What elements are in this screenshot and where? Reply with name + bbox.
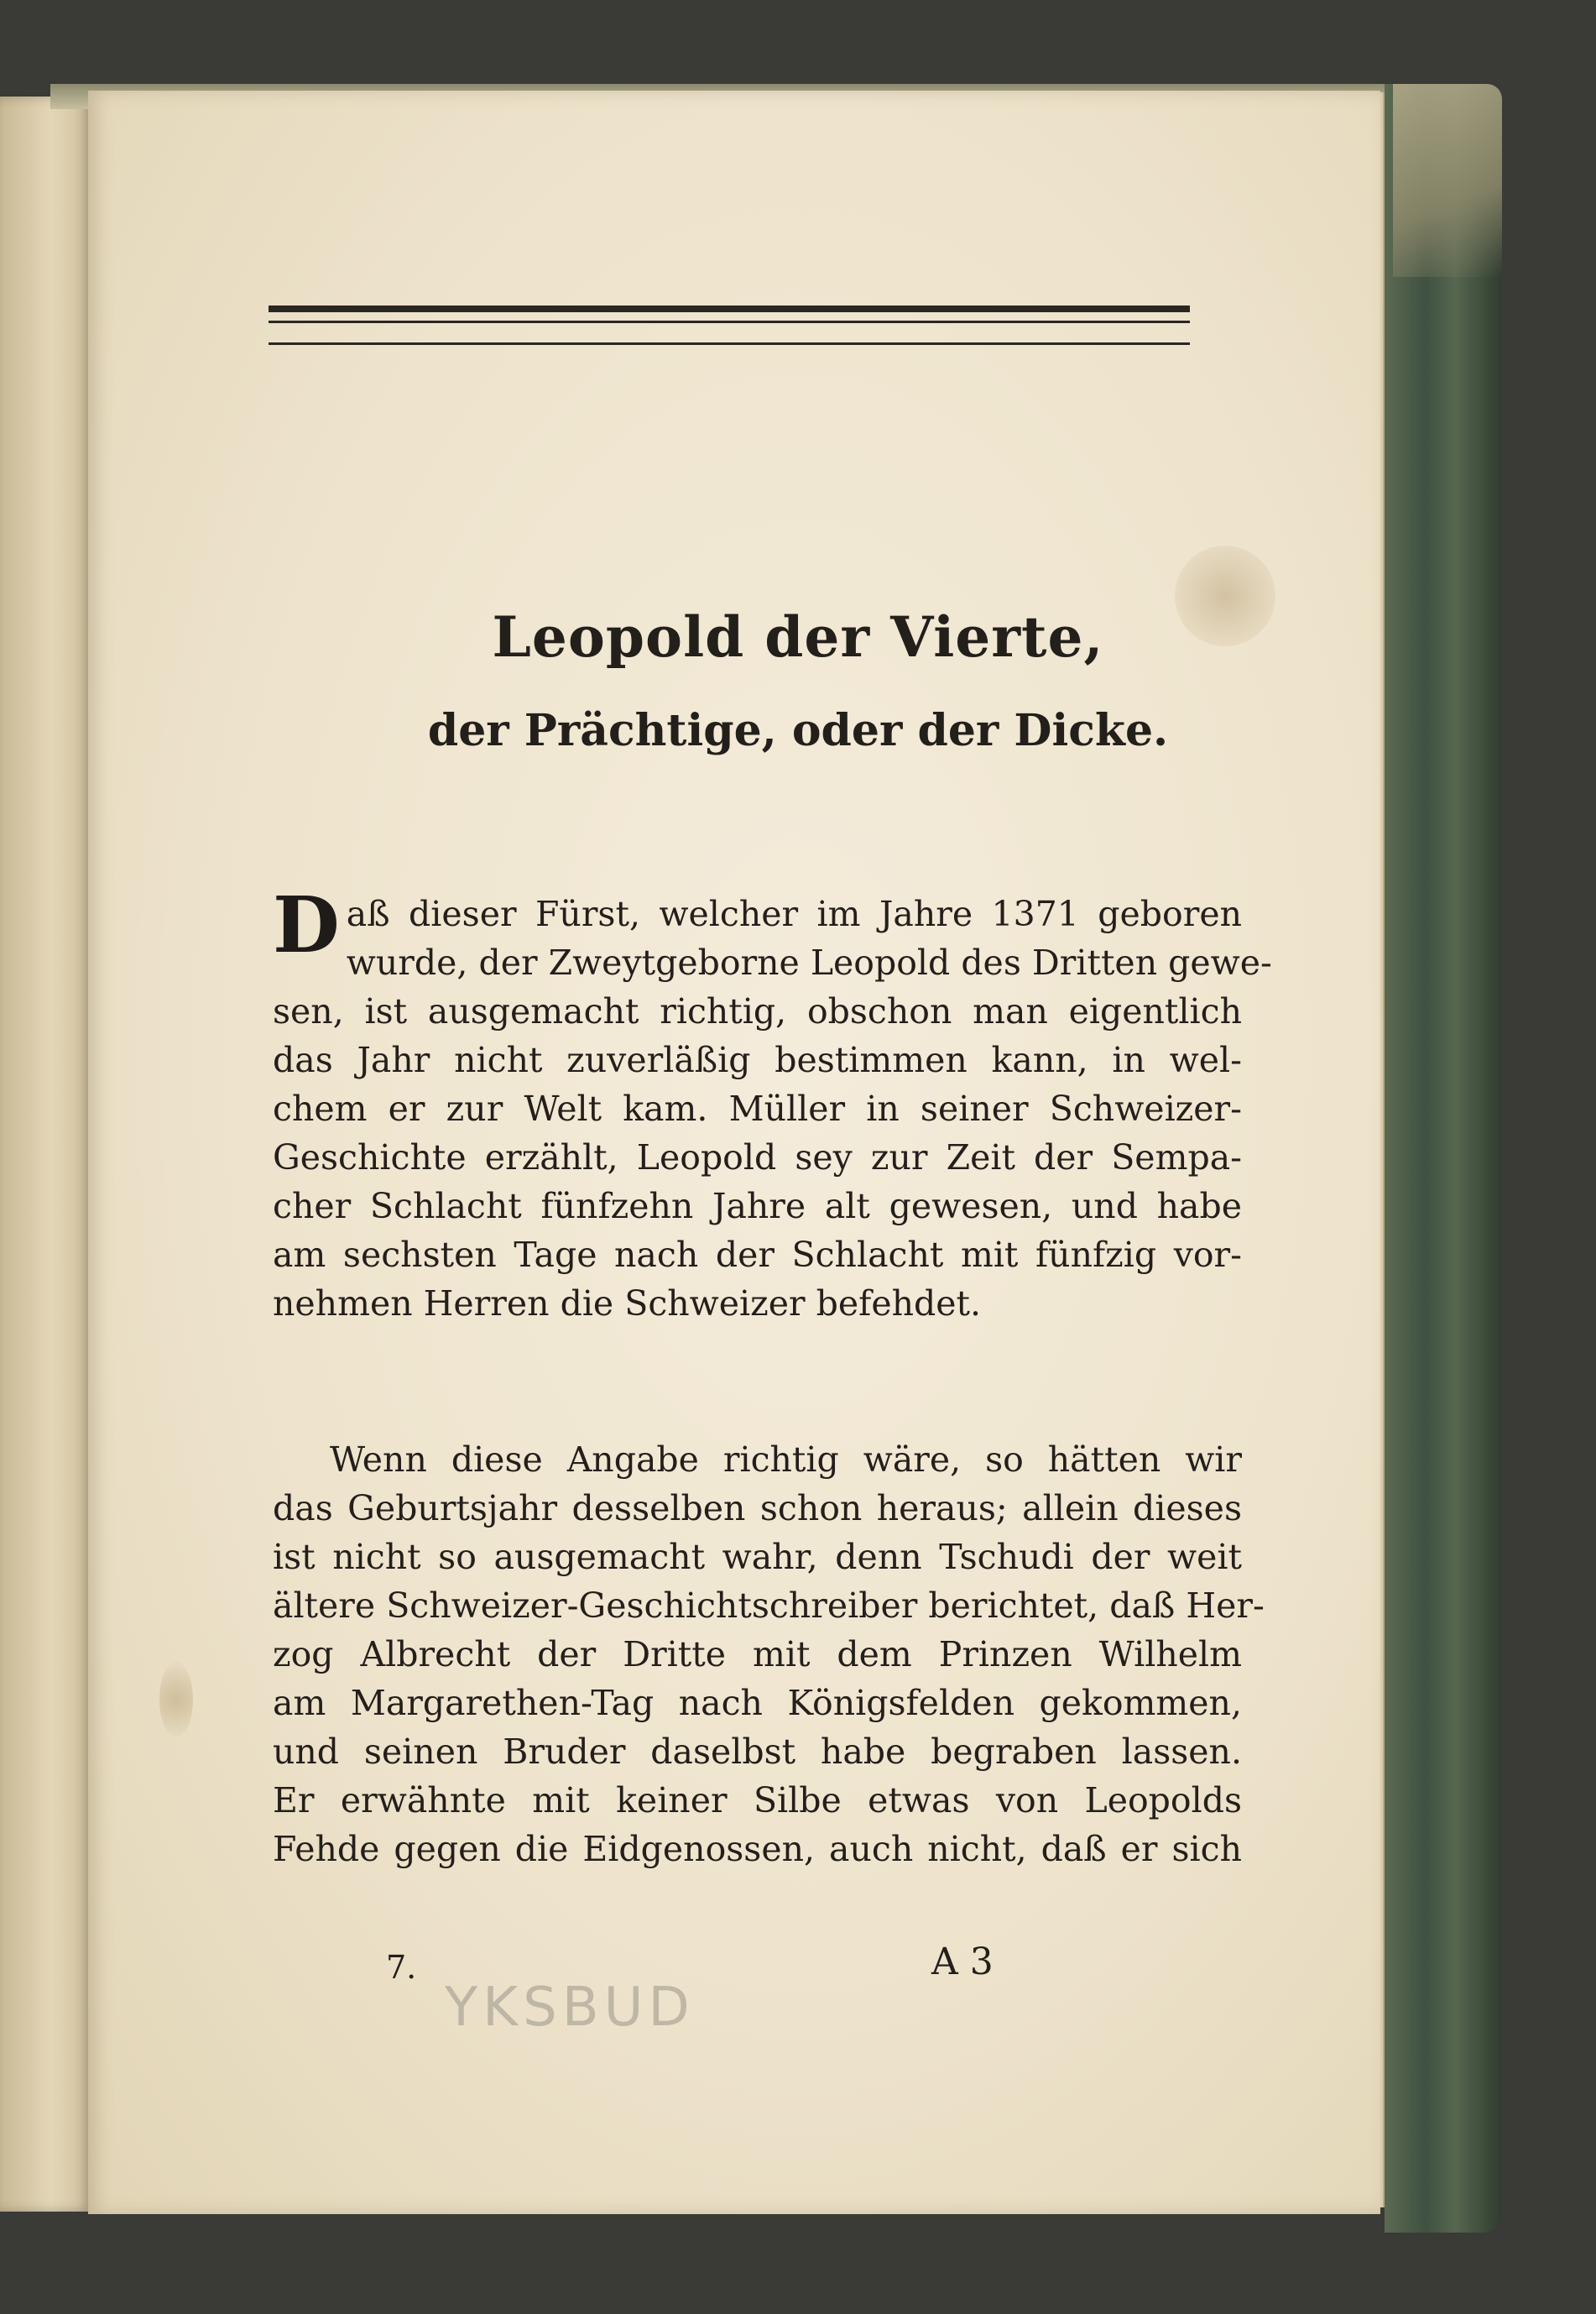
header-rule-thin <box>269 342 1190 345</box>
text-line: cher Schlacht fünfzehn Jahre alt gewesen, und habe <box>273 1186 1242 1226</box>
paragraph-2 <box>273 1435 1265 1873</box>
text-line: wurde, der Zweytgeborne Leopold des Dritten gewe- <box>346 943 1272 983</box>
text-line: zog Albrecht der Dritte mit dem Prinzen Wilhelm <box>273 1634 1242 1674</box>
paragraph-1 <box>273 880 1272 1328</box>
library-stamp: YKSBUD <box>445 1977 695 2039</box>
text-line: ältere Schweizer-Geschichtschreiber berichtet, daß Her- <box>273 1585 1265 1626</box>
drop-cap: D <box>273 880 340 970</box>
page-stain <box>159 1662 193 1737</box>
text-line: nehmen Herren die Schweizer befehdet. <box>273 1283 982 1324</box>
text-line: das Geburtsjahr desselben schon heraus; allein dieses <box>273 1488 1242 1528</box>
chapter-subtitle: der Prächtige, oder der Dicke. <box>427 705 1169 756</box>
text-line: ist nicht so ausgemacht wahr, denn Tschudi der weit <box>273 1537 1242 1577</box>
text-line: Fehde gegen die Eidgenossen, auch nicht, daß er sich <box>273 1829 1242 1869</box>
footer-mark: 7. <box>386 1949 417 1986</box>
text-line: das Jahr nicht zuverläßig bestimmen kann, in wel- <box>273 1040 1242 1080</box>
cover-corner <box>1393 84 1502 277</box>
header-rule-thick <box>269 306 1190 312</box>
signature-mark: A 3 <box>931 1941 994 1983</box>
previous-page-edge <box>0 97 92 2212</box>
book-cover <box>1385 84 1502 2233</box>
text-line: am sechsten Tage nach der Schlacht mit fünfzig vor- <box>273 1235 1242 1275</box>
text-line: Er erwähnte mit keiner Silbe etwas von Leopolds <box>273 1780 1242 1820</box>
header-rule-thin <box>269 321 1190 323</box>
text-line: und seinen Bruder daselbst habe begraben lassen. <box>273 1732 1242 1772</box>
text-line: Wenn diese Angabe richtig wäre, so hätten wir <box>330 1439 1242 1480</box>
text-line: am Margarethen-Tag nach Königsfelden gekommen, <box>273 1683 1242 1723</box>
text-line: aß dieser Fürst, welcher im Jahre 1371 geboren <box>346 894 1242 934</box>
text-line: sen, ist ausgemacht richtig, obschon man eigentlich <box>273 991 1242 1032</box>
text-line: Geschichte erzählt, Leopold sey zur Zeit der Sempa- <box>273 1137 1242 1178</box>
text-line: chem er zur Welt kam. Müller in seiner Schweizer- <box>273 1089 1242 1129</box>
chapter-title: Leopold der Vierte, <box>492 604 1104 670</box>
